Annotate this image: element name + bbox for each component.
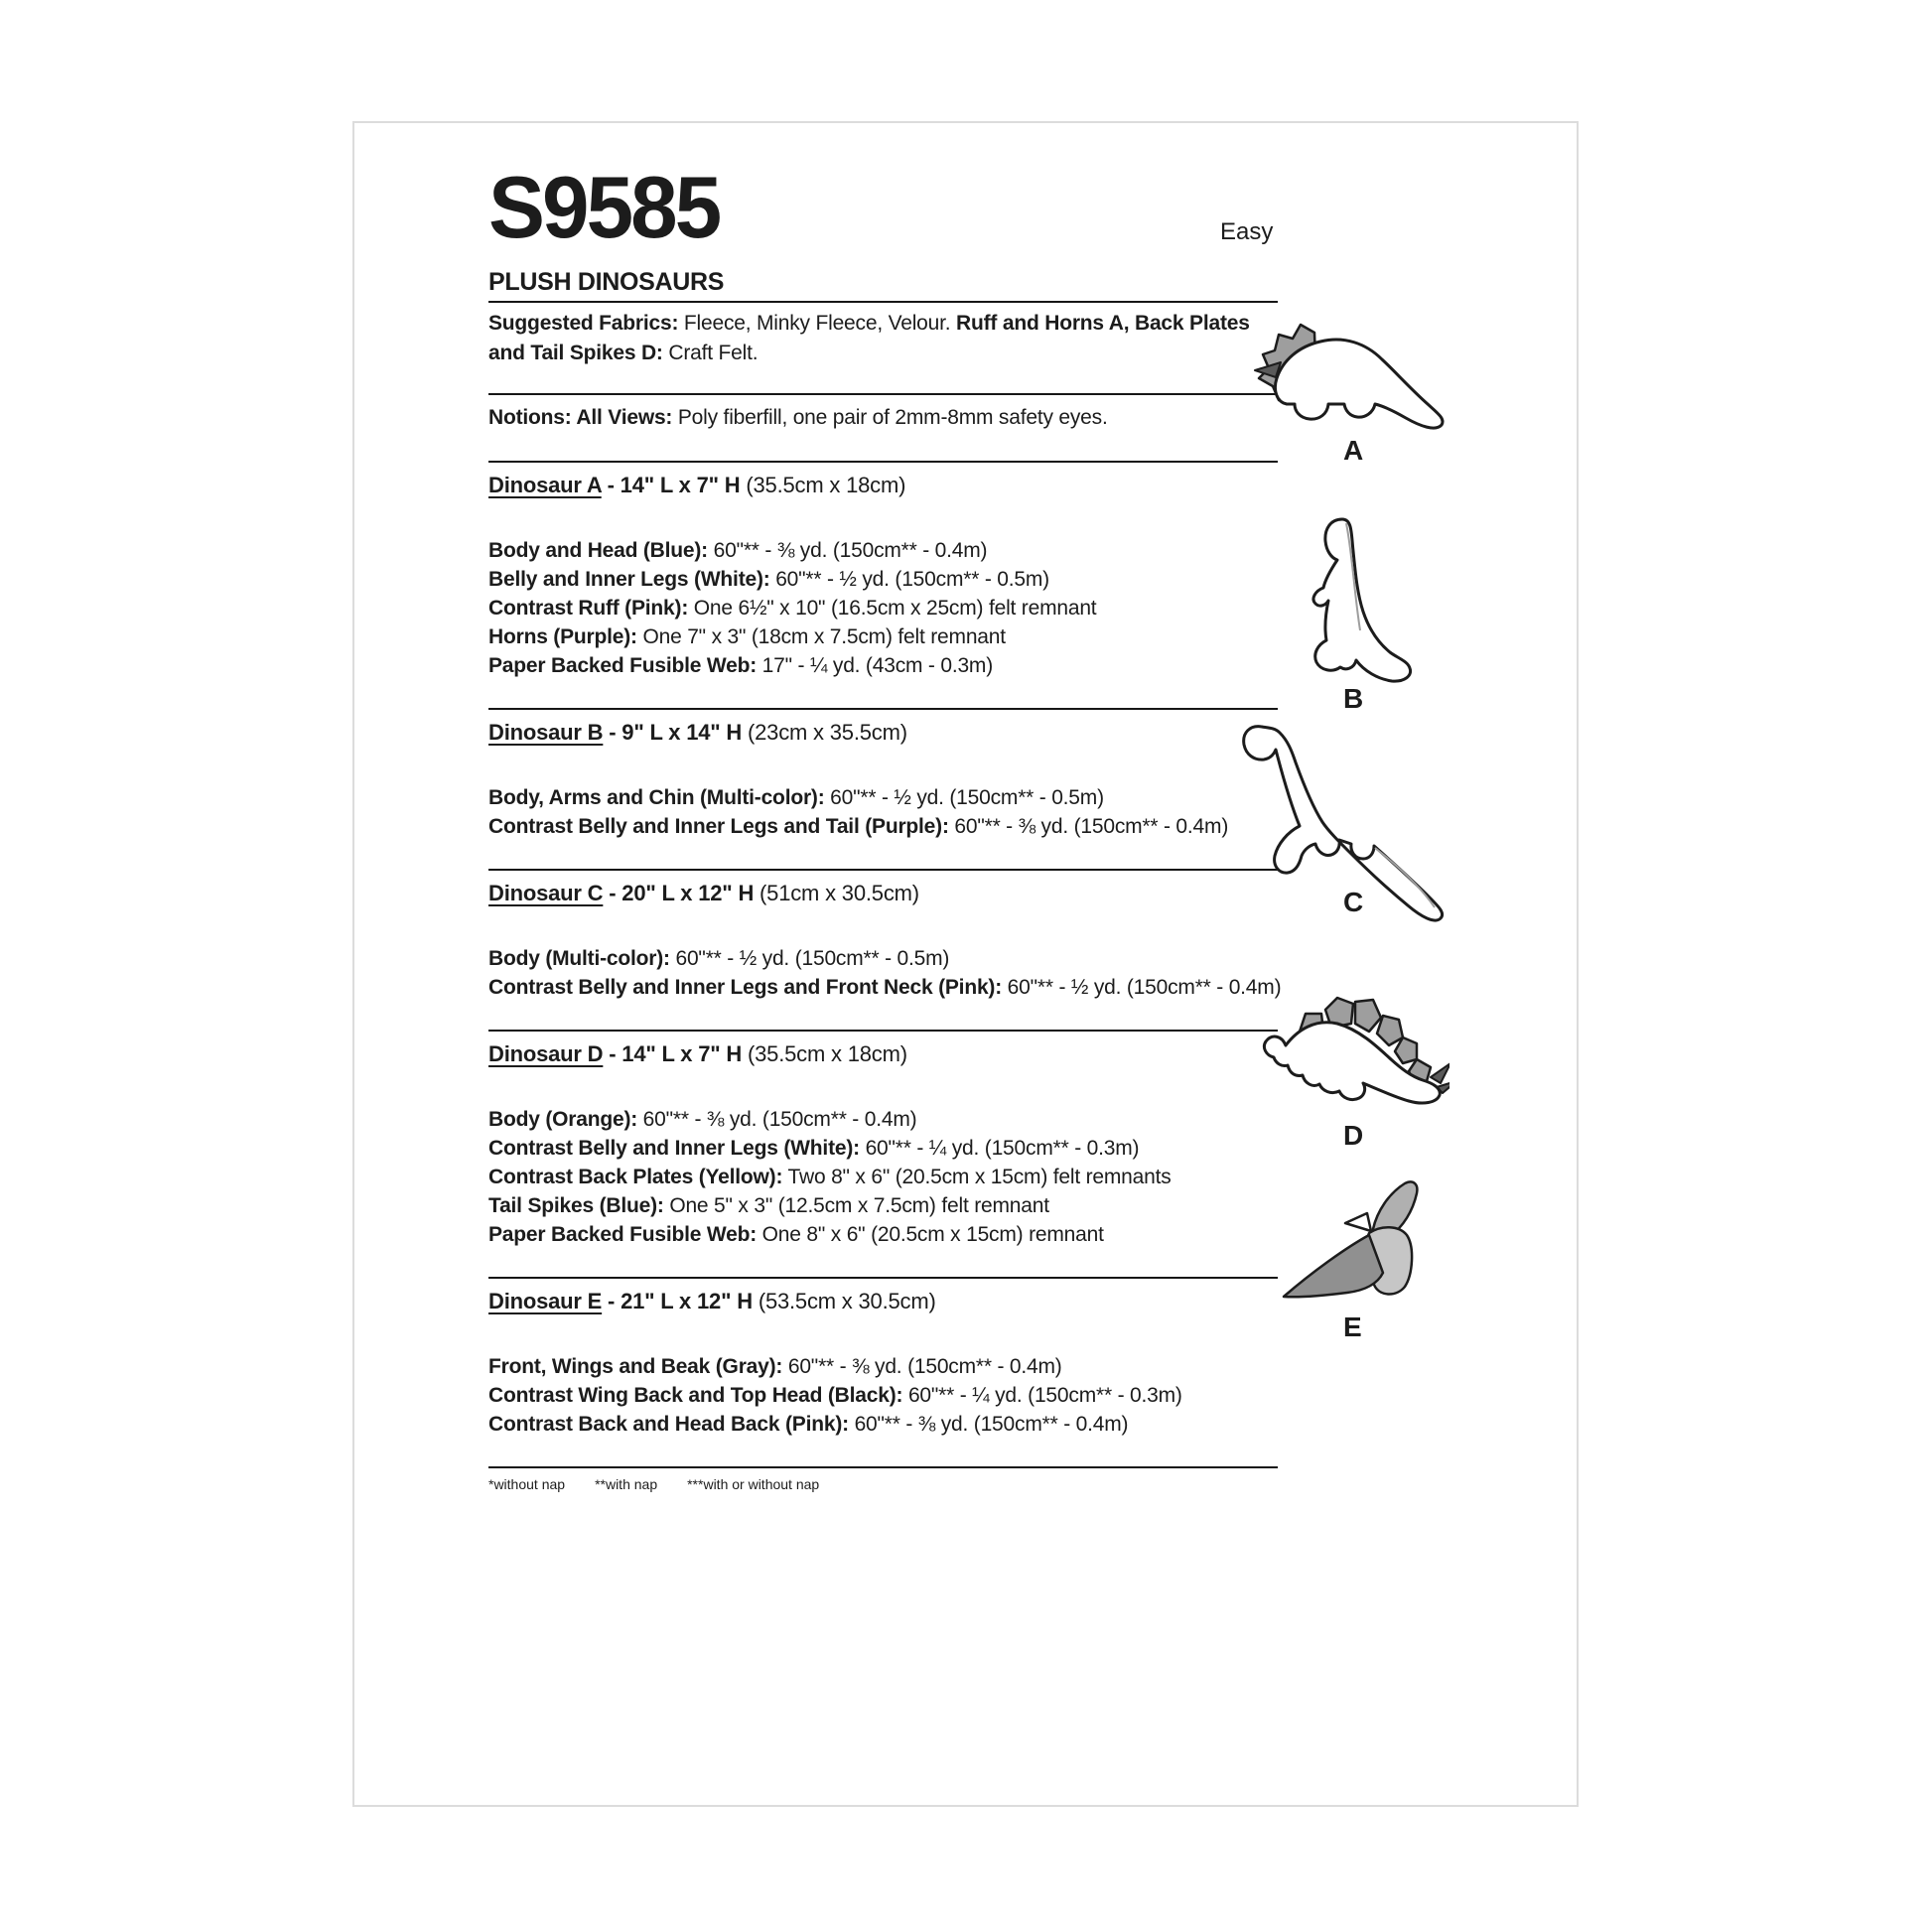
t-rex-drawing	[1293, 513, 1417, 692]
fabric-requirement-line	[488, 1134, 1278, 1163]
requirement-value: 60"** - ⅜ yd. (150cm** - 0.4m)	[848, 1413, 1129, 1436]
pattern-envelope-back	[352, 121, 1579, 1807]
view-b-label: B	[1343, 683, 1364, 714]
requirement-label: Contrast Wing Back and Top Head (Black):	[488, 1384, 903, 1407]
triceratops-drawing	[1253, 315, 1461, 444]
view-c-illustration	[1226, 719, 1452, 929]
notions	[488, 403, 1278, 433]
requirement-value: One 7" x 3" (18cm x 7.5cm) felt remnant	[636, 625, 1006, 648]
requirement-label: Contrast Belly and Inner Legs and Front Neck (Pink):	[488, 976, 1003, 999]
dinosaur-sections	[488, 461, 1282, 1439]
pattern-title: PLUSH DINOSAURS	[488, 268, 725, 296]
requirement-label: Contrast Ruff (Pink):	[488, 597, 689, 620]
view-d-illustration	[1256, 990, 1449, 1119]
fabric-requirement-line	[488, 1163, 1278, 1191]
suggested-fabrics-label: Suggested Fabrics:	[488, 312, 679, 335]
requirement-value: 60"** - ⅜ yd. (150cm** - 0.4m)	[707, 539, 988, 562]
dinosaur-dimensions-metric: (53.5cm x 30.5cm)	[758, 1289, 936, 1313]
view-a-label: A	[1343, 435, 1364, 466]
requirement-value: One 6½" x 10" (16.5cm x 25cm) felt remnant	[688, 597, 1097, 620]
fabric-requirements	[488, 944, 1282, 1002]
view-e-illustration	[1278, 1175, 1432, 1310]
requirement-label: Contrast Belly and Inner Legs and Tail (Purple):	[488, 815, 949, 838]
requirement-value: 60"** - ¼ yd. (150cm** - 0.3m)	[859, 1137, 1140, 1160]
dinosaur-dimensions: - 9" L x 14" H	[603, 720, 749, 745]
requirement-value: 60"** - ⅜ yd. (150cm** - 0.4m)	[782, 1355, 1062, 1378]
text-column	[488, 123, 1282, 1492]
dinosaur-dimensions: - 14" L x 7" H	[601, 473, 747, 497]
requirement-label: Contrast Back and Head Back (Pink):	[488, 1413, 849, 1436]
dinosaur-name: Dinosaur B	[488, 720, 604, 745]
fabric-requirement-line	[488, 622, 1278, 651]
fabric-requirement-line	[488, 1220, 1278, 1249]
body-shape	[1275, 340, 1443, 428]
pattern-number: S9585	[488, 158, 720, 256]
fabric-requirement-line	[488, 1191, 1278, 1220]
view-a-illustration	[1253, 315, 1461, 444]
view-d-label: D	[1343, 1120, 1364, 1151]
requirement-value: Two 8" x 6" (20.5cm x 15cm) felt remnants	[782, 1166, 1172, 1188]
requirement-label: Horns (Purple):	[488, 625, 637, 648]
requirement-value: 60"** - ½ yd. (150cm** - 0.5m)	[769, 568, 1049, 591]
requirement-label: Body, Arms and Chin (Multi-color):	[488, 786, 825, 809]
requirement-value: One 5" x 3" (12.5cm x 7.5cm) felt remnant	[663, 1194, 1049, 1217]
requirement-value: 60"** - ¼ yd. (150cm** - 0.3m)	[902, 1384, 1182, 1407]
divider	[488, 1277, 1278, 1279]
fabric-requirements	[488, 783, 1278, 841]
fabric-requirement-line	[488, 651, 1278, 680]
divider	[488, 1466, 1278, 1468]
requirement-value: 17" - ¼ yd. (43cm - 0.3m)	[757, 654, 994, 677]
dinosaur-section	[488, 461, 1278, 680]
dinosaur-section	[488, 869, 1282, 1002]
divider	[488, 301, 1278, 303]
requirement-value: 60"** - ⅜ yd. (150cm** - 0.4m)	[948, 815, 1229, 838]
fabric-requirement-line	[488, 565, 1278, 594]
dinosaur-name: Dinosaur C	[488, 881, 604, 905]
wing-shape	[1284, 1235, 1383, 1297]
dinosaur-section-heading	[488, 881, 1278, 906]
suggested-fabrics	[488, 309, 1278, 368]
fabric-requirement-line	[488, 1352, 1278, 1381]
dinosaur-section	[488, 708, 1278, 841]
dinosaur-dimensions: - 14" L x 7" H	[603, 1041, 749, 1066]
requirement-value: 60"** - ½ yd. (150cm** - 0.4m)	[1002, 976, 1282, 999]
requirement-label: Body (Multi-color):	[488, 947, 670, 970]
footnote-without-nap: *without nap	[488, 1476, 566, 1492]
notions-label: Notions: All Views:	[488, 406, 673, 429]
fabric-requirements	[488, 536, 1278, 680]
suggested-fabrics-text: Fleece, Minky Fleece, Velour.	[678, 312, 957, 335]
notions-text: Poly fiberfill, one pair of 2mm-8mm safety eyes.	[672, 406, 1108, 429]
fabric-requirement-line	[488, 1410, 1278, 1439]
dinosaur-name: Dinosaur D	[488, 1041, 604, 1066]
dinosaur-section	[488, 1030, 1278, 1249]
footnote-with-or-without-nap: ***with or without nap	[687, 1476, 820, 1492]
requirement-value: 60"** - ½ yd. (150cm** - 0.5m)	[824, 786, 1104, 809]
fabric-requirement-line	[488, 973, 1282, 1002]
requirement-label: Contrast Belly and Inner Legs (White):	[488, 1137, 860, 1160]
requirement-value: 60"** - ⅜ yd. (150cm** - 0.4m)	[637, 1108, 917, 1131]
fabric-requirement-line	[488, 594, 1278, 622]
beak-shape	[1345, 1213, 1371, 1231]
felt-views-text: Craft Felt.	[662, 342, 759, 364]
difficulty-label: Easy	[1220, 218, 1274, 245]
nap-footnote	[488, 1476, 1278, 1492]
fabric-requirements	[488, 1105, 1278, 1249]
divider	[488, 393, 1278, 395]
dinosaur-dimensions-metric: (51cm x 30.5cm)	[759, 881, 919, 905]
requirement-label: Tail Spikes (Blue):	[488, 1194, 664, 1217]
tail-spikes-shape	[1431, 1063, 1449, 1083]
fabric-requirement-line	[488, 1105, 1278, 1134]
felt-views-label: Ruff and Horns A, Back Plates and Tail Spikes D:	[488, 312, 1250, 364]
requirement-label: Body and Head (Blue):	[488, 539, 708, 562]
requirement-label: Body (Orange):	[488, 1108, 638, 1131]
dinosaur-section-heading	[488, 1041, 1278, 1067]
divider	[488, 869, 1278, 871]
fabric-requirement-line	[488, 944, 1278, 973]
requirement-label: Paper Backed Fusible Web:	[488, 654, 758, 677]
view-c-label: C	[1343, 887, 1364, 917]
fabric-requirement-line	[488, 1381, 1278, 1410]
dinosaur-section-heading	[488, 1289, 1278, 1314]
dinosaur-name: Dinosaur A	[488, 473, 602, 497]
dinosaur-dimensions-metric: (35.5cm x 18cm)	[746, 473, 906, 497]
fabric-requirement-line	[488, 812, 1278, 841]
dinosaur-section-heading	[488, 473, 1278, 498]
view-e-label: E	[1343, 1311, 1362, 1342]
stegosaurus-drawing	[1256, 990, 1449, 1119]
divider	[488, 708, 1278, 710]
fabric-requirement-line	[488, 783, 1278, 812]
dinosaur-section-heading	[488, 720, 1278, 746]
requirement-label: Front, Wings and Beak (Gray):	[488, 1355, 783, 1378]
fabric-requirement-line	[488, 536, 1278, 565]
pterodactyl-drawing	[1278, 1175, 1432, 1310]
view-b-illustration	[1293, 513, 1417, 692]
requirement-label: Paper Backed Fusible Web:	[488, 1223, 758, 1246]
dinosaur-name: Dinosaur E	[488, 1289, 603, 1313]
divider	[488, 1030, 1278, 1032]
dinosaur-dimensions: - 20" L x 12" H	[603, 881, 760, 905]
requirement-value: One 8" x 6" (20.5cm x 15cm) remnant	[757, 1223, 1104, 1246]
requirement-value: 60"** - ½ yd. (150cm** - 0.5m)	[669, 947, 950, 970]
brontosaurus-drawing	[1226, 719, 1452, 929]
dinosaur-dimensions-metric: (23cm x 35.5cm)	[748, 720, 907, 745]
fabric-requirements	[488, 1352, 1278, 1439]
requirement-label: Belly and Inner Legs (White):	[488, 568, 770, 591]
footnote-with-nap: **with nap	[595, 1476, 658, 1492]
dinosaur-dimensions-metric: (35.5cm x 18cm)	[748, 1041, 907, 1066]
dinosaur-dimensions: - 21" L x 12" H	[602, 1289, 759, 1313]
requirement-label: Contrast Back Plates (Yellow):	[488, 1166, 783, 1188]
dinosaur-section	[488, 1277, 1278, 1439]
body-shape	[1313, 519, 1411, 681]
divider	[488, 461, 1278, 463]
